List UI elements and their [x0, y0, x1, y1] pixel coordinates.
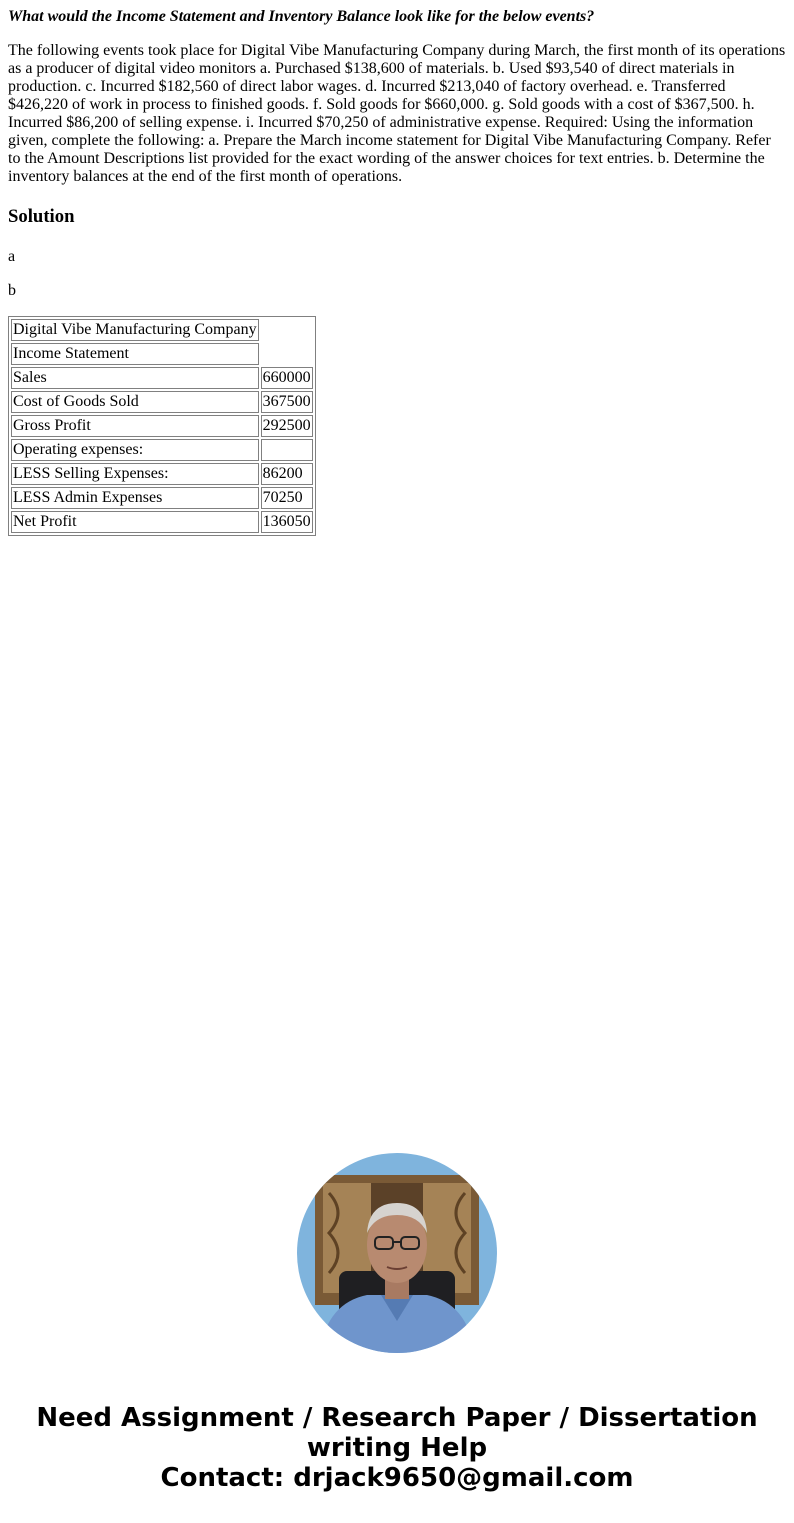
- row-value: 660000: [261, 367, 313, 389]
- promo-line: Need Assignment / Research Paper / Dissertation: [36, 1403, 758, 1433]
- table-row: [11, 367, 313, 389]
- row-value: 292500: [261, 415, 313, 437]
- row-value: [261, 439, 313, 461]
- solution-heading: Solution: [8, 206, 75, 227]
- row-label: LESS Selling Expenses:: [11, 463, 259, 485]
- tutor-photo: [297, 1153, 497, 1353]
- tutor-avatar: [297, 1153, 497, 1353]
- table-row: [11, 439, 313, 461]
- document-content: [8, 8, 786, 536]
- table-row: [11, 487, 313, 509]
- table-row: [11, 463, 313, 485]
- income-statement-table: [8, 316, 316, 536]
- promo-banner: [0, 1403, 794, 1493]
- row-value: 136050: [261, 511, 313, 533]
- table-row: [11, 343, 313, 365]
- table-row: [11, 511, 313, 533]
- table-row: [11, 319, 313, 341]
- row-label: Operating expenses:: [11, 439, 259, 461]
- row-label: Sales: [11, 367, 259, 389]
- table-row: [11, 415, 313, 437]
- row-label: Cost of Goods Sold: [11, 391, 259, 413]
- part-b-label: b: [8, 282, 16, 299]
- statement-title-cell: Income Statement: [11, 343, 259, 365]
- empty-cell: [261, 343, 313, 365]
- row-label: Net Profit: [11, 511, 259, 533]
- company-name-cell: Digital Vibe Manufacturing Company: [11, 319, 259, 341]
- empty-cell: [261, 319, 313, 341]
- question-body: The following events took place for Digital Vibe Manufacturing Company during March, the first month of its operations as a producer of digital video monitors a. Purchased $138,600 of materials. b. Used $93,540 of direct materials in production. c. Incurred $182,560 of direct labor wages. d. Incurred $213,040 of factory overhead. e. Transferred $426,220 of work in process to finished goods. f. Sold goods for $660,000. g. Sold goods with a cost of $367,500. h. Incurred $86,200 of selling expense. i. Incurred $70,250 of administrative expense. Required: Using the information given, complete the following: a. Prepare the March income statement for Digital Vibe Manufacturing Company. Refer to the Amount Descriptions list provided for the exact wording of the answer choices for text entries. b. Determine the inventory balances at the end of the first month of operations.: [8, 42, 786, 185]
- part-a-label: a: [8, 248, 16, 265]
- promo-line: writing Help: [306, 1433, 488, 1463]
- row-value: 367500: [261, 391, 313, 413]
- table-row: [11, 391, 313, 413]
- promo-contact: Contact: drjack9650@gmail.com: [160, 1463, 634, 1493]
- row-label: Gross Profit: [11, 415, 259, 437]
- row-value: 70250: [261, 487, 313, 509]
- row-label: LESS Admin Expenses: [11, 487, 259, 509]
- row-value: 86200: [261, 463, 313, 485]
- question-title: What would the Income Statement and Inventory Balance look like for the below events?: [8, 8, 595, 25]
